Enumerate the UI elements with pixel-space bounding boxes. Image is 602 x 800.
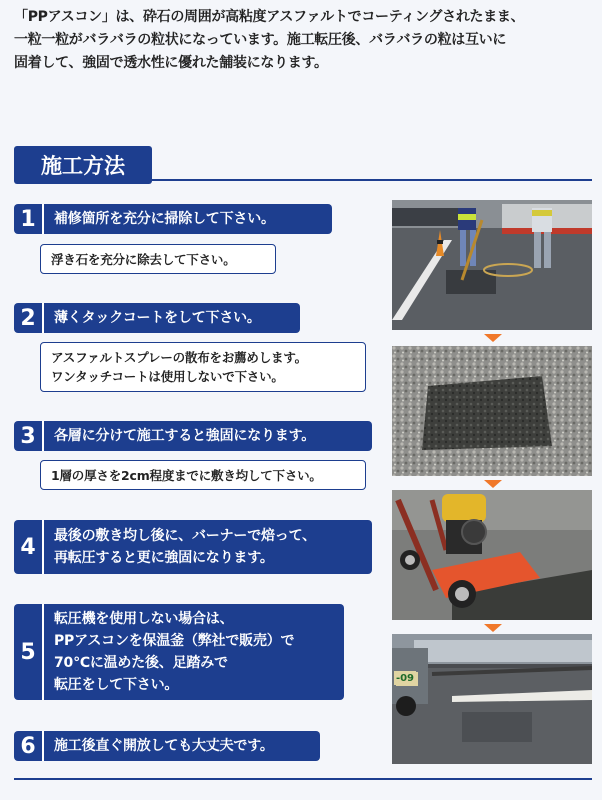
intro-line-2: 一粒一粒がバラバラの粒状になっています。施工転圧後、バラバラの粒は互いに	[14, 32, 507, 48]
bottom-divider	[14, 778, 592, 780]
step-4-line-2: 再転圧すると更に強固になります。	[54, 550, 274, 566]
intro-line-3: 固着して、強固で透水性に優れた舗装になります。	[14, 55, 328, 71]
arrow-down-icon	[484, 480, 502, 488]
step-5-line-2: PPアスコンを保温釜（弊社で販売）で	[54, 633, 295, 649]
step-5-text	[44, 608, 294, 696]
step-1-text: 補修箇所を充分に掃除して下さい。	[54, 211, 275, 227]
photo-truck-opened-road	[392, 634, 592, 764]
step-5-line-3: 70℃に温めた後、足踏みで	[54, 655, 228, 671]
step-3-number: 3	[14, 421, 44, 451]
step-2-text: 薄くタックコートをして下さい。	[54, 310, 261, 326]
step-1-number: 1	[14, 204, 44, 234]
step-1-note-text: 浮き石を充分に除去して下さい。	[51, 251, 236, 267]
step-5-number: 5	[14, 604, 44, 700]
title-divider	[14, 179, 592, 181]
arrow-down-icon	[484, 624, 502, 632]
arrow-down-icon	[484, 334, 502, 342]
step-2-note-line-2: ワンタッチコートは使用しないで下さい。	[51, 369, 284, 384]
step-3-note-text: 1層の厚さを2cm程度までに敷き均して下さい。	[51, 467, 322, 483]
step-5-bar	[14, 604, 344, 700]
step-1-note	[40, 244, 276, 274]
step-4-bar	[14, 520, 372, 574]
step-1-bar	[14, 204, 332, 234]
step-3-text: 各層に分けて施工すると強固になります。	[54, 428, 316, 444]
step-4-line-1: 最後の敷き均し後に、バーナーで焙って、	[54, 528, 316, 544]
step-5-line-4: 転圧をして下さい。	[54, 677, 179, 693]
photo-plate-compactor	[392, 490, 592, 620]
step-6-text: 施工後直ぐ開放しても大丈夫です。	[54, 738, 274, 754]
photo-tack-coat	[392, 346, 592, 476]
license-plate: -09	[395, 672, 415, 684]
step-3-note	[40, 460, 366, 490]
step-4-number: 4	[14, 520, 44, 574]
step-5-line-1: 転圧機を使用しない場合は、	[54, 611, 234, 627]
step-2-note	[40, 342, 366, 392]
step-6-bar	[14, 731, 320, 761]
photo-cleaning-workers	[392, 200, 592, 330]
step-3-bar	[14, 421, 372, 451]
step-4-text	[44, 525, 316, 569]
step-6-number: 6	[14, 731, 44, 761]
intro-line-1: 「PPアスコン」は、砕石の周囲が高粘度アスファルトでコーティングされたまま、	[14, 9, 525, 25]
intro-paragraph	[14, 6, 594, 75]
step-2-number: 2	[14, 303, 44, 333]
step-2-note-line-1: アスファルトスプレーの散布をお薦めします。	[51, 350, 307, 365]
step-2-bar	[14, 303, 300, 333]
section-title: 施工方法	[14, 146, 152, 184]
